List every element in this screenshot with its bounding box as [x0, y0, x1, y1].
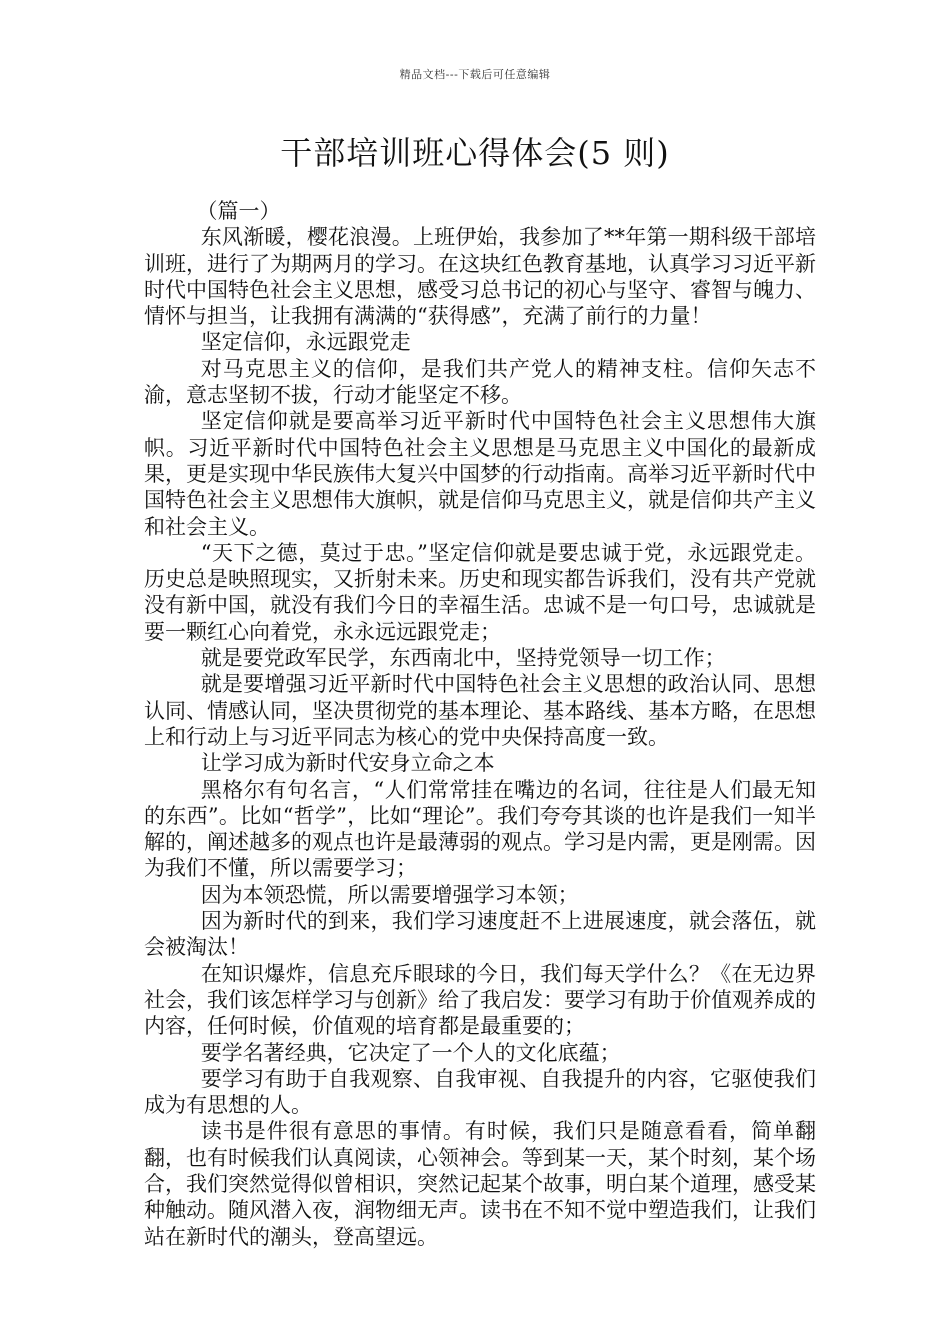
- paragraph: 读书是件很有意思的事情。有时候，我们只是随意看看，简单翻翻，也有时候我们认真阅读，心领神会。等到某一天，某个时刻，某个场合，我们突然觉得似曾相识，突然记起某个故事，明白某个道理，感受某种触动。随风潜入夜，润物细无声。读书在不知不觉中塑造我们，让我们站在新时代的潮头，登高望远。: [144, 1119, 816, 1249]
- paragraph: 东风渐暖，樱花浪漫。上班伊始，我参加了**年第一期科级干部培训班，进行了为期两月的学习。在这块红色教育基地，认真学习习近平新时代中国特色社会主义思想，感受习总书记的初心与坚守、睿智与魄力、情怀与担当，让我拥有满满的“获得感”，充满了前行的力量！: [144, 225, 816, 329]
- section-heading: 坚定信仰，永远跟党走: [200, 330, 411, 355]
- section-heading: 让学习成为新时代安身立命之本: [200, 751, 495, 776]
- paragraph: 因为本领恐慌，所以需要增强学习本领；: [200, 882, 579, 907]
- paragraph: 就是要增强习近平新时代中国特色社会主义思想的政治认同、思想认同、情感认同，坚决贯彻党的基本理论、基本路线、基本方略，在思想上和行动上与习近平同志为核心的党中央保持高度一致。: [144, 672, 816, 749]
- paragraph: 要学习有助于自我观察、自我审视、自我提升的内容，它驱使我们成为有思想的人。: [144, 1066, 816, 1118]
- document-title: 干部培训班心得体会(5 则): [280, 134, 670, 172]
- paragraph: 在知识爆炸，信息充斥眼球的今日，我们每天学什么？《在无边界社会，我们该怎样学习与创新》给了我启发：要学习有助于价值观养成的内容，任何时候，价值观的培育都是最重要的；: [144, 961, 816, 1039]
- paragraph: 就是要党政军民学，东西南北中，坚持党领导一切工作；: [200, 646, 726, 671]
- paragraph: 要学名著经典，它决定了一个人的文化底蕴；: [200, 1040, 621, 1065]
- paragraph: 黑格尔有句名言，“人们常常挂在嘴边的名词，往往是人们最无知的东西”。比如“哲学”，比如“理论”。我们夸夸其谈的也许是我们一知半解的，阐述越多的观点也许是最薄弱的观点。学习是内需，更是刚需。因为我们不懂，所以需要学习；: [144, 777, 816, 881]
- paragraph: 坚定信仰就是要高举习近平新时代中国特色社会主义思想伟大旗帜。习近平新时代中国特色社会主义思想是马克思主义中国化的最新成果，更是实现中华民族伟大复兴中国梦的行动指南。高举习近平新时代中国特色社会主义思想伟大旗帜，就是信仰马克思主义，就是信仰共产主义和社会主义。: [144, 409, 816, 539]
- paragraph: 对马克思主义的信仰，是我们共产党人的精神支柱。信仰矢志不渝，意志坚韧不拔，行动才能坚定不移。: [144, 356, 816, 408]
- paragraph: “天下之德，莫过于忠。”坚定信仰就是要忠诚于党，永远跟党走。历史总是映照现实，又折射未来。历史和现实都告诉我们，没有共产党就没有新中国，就没有我们今日的幸福生活。忠诚不是一句口号，忠诚就是要一颗红心向着党，永永远远跟党走；: [144, 540, 816, 644]
- section-label: （篇一）: [196, 199, 281, 223]
- header-note: 精品文档---下载后可任意编辑: [399, 68, 551, 81]
- document-body: [144, 198, 816, 1250]
- paragraph: 因为新时代的到来，我们学习速度赶不上进展速度，就会落伍，就会被淘汰！: [144, 909, 816, 960]
